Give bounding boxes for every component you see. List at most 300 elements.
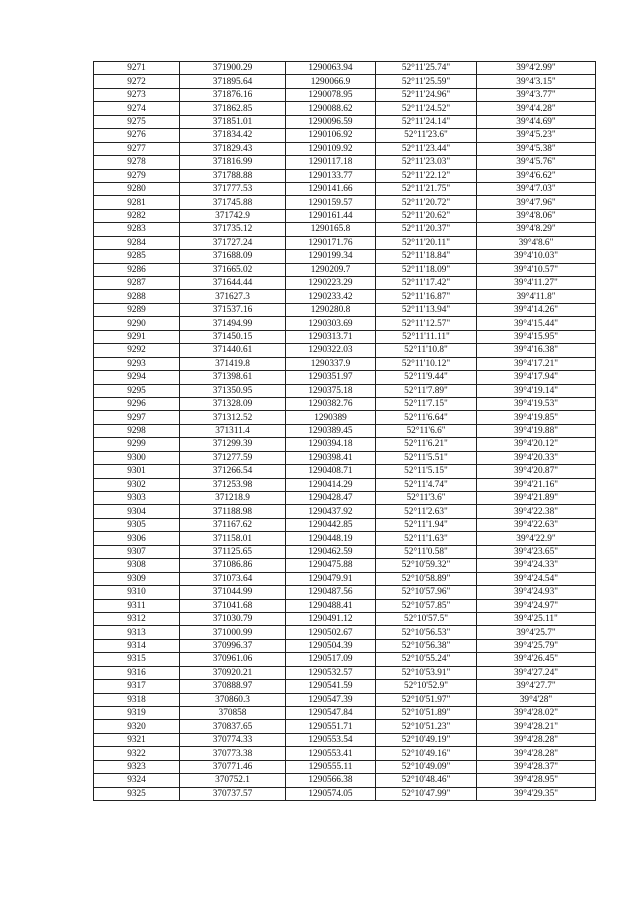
latitude-cell: 52°11'4.74" xyxy=(376,478,477,491)
longitude-cell: 39°4'14.26" xyxy=(477,303,596,316)
x-coordinate-cell: 371312.52 xyxy=(180,411,286,424)
point-number-cell: 9316 xyxy=(94,666,180,679)
point-number-cell: 9320 xyxy=(94,720,180,733)
point-number-cell: 9299 xyxy=(94,438,180,451)
x-coordinate-cell: 371167.62 xyxy=(180,518,286,531)
y-coordinate-cell: 1290165.8 xyxy=(286,223,376,236)
longitude-cell: 39°4'28.95" xyxy=(477,774,596,787)
point-number-cell: 9292 xyxy=(94,344,180,357)
table-row xyxy=(94,156,596,169)
point-number-cell: 9285 xyxy=(94,250,180,263)
table-row xyxy=(94,492,596,505)
table-row xyxy=(94,236,596,249)
latitude-cell: 52°11'24.14" xyxy=(376,115,477,128)
table-row xyxy=(94,612,596,625)
y-coordinate-cell: 1290398.41 xyxy=(286,451,376,464)
x-coordinate-cell: 371419.8 xyxy=(180,357,286,370)
x-coordinate-cell: 371266.54 xyxy=(180,465,286,478)
y-coordinate-cell: 1290437.92 xyxy=(286,505,376,518)
x-coordinate-cell: 371253.98 xyxy=(180,478,286,491)
point-number-cell: 9315 xyxy=(94,653,180,666)
latitude-cell: 52°10'51.89" xyxy=(376,707,477,720)
latitude-cell: 52°11'23.6" xyxy=(376,129,477,142)
latitude-cell: 52°11'18.84" xyxy=(376,250,477,263)
longitude-cell: 39°4'17.94" xyxy=(477,371,596,384)
table-row xyxy=(94,88,596,101)
latitude-cell: 52°11'17.42" xyxy=(376,277,477,290)
coordinates-table xyxy=(93,61,596,801)
point-number-cell: 9277 xyxy=(94,142,180,155)
longitude-cell: 39°4'24.33" xyxy=(477,559,596,572)
table-row xyxy=(94,357,596,370)
latitude-cell: 52°11'0.58" xyxy=(376,545,477,558)
y-coordinate-cell: 1290428.47 xyxy=(286,492,376,505)
table-row xyxy=(94,62,596,75)
longitude-cell: 39°4'21.16" xyxy=(477,478,596,491)
x-coordinate-cell: 371398.61 xyxy=(180,371,286,384)
y-coordinate-cell: 1290547.39 xyxy=(286,693,376,706)
latitude-cell: 52°11'20.11" xyxy=(376,236,477,249)
point-number-cell: 9307 xyxy=(94,545,180,558)
y-coordinate-cell: 1290223.29 xyxy=(286,277,376,290)
latitude-cell: 52°10'49.16" xyxy=(376,747,477,760)
x-coordinate-cell: 370996.37 xyxy=(180,639,286,652)
table-row xyxy=(94,639,596,652)
longitude-cell: 39°4'22.63" xyxy=(477,518,596,531)
y-coordinate-cell: 1290487.56 xyxy=(286,586,376,599)
y-coordinate-cell: 1290063.94 xyxy=(286,62,376,75)
y-coordinate-cell: 1290337.9 xyxy=(286,357,376,370)
latitude-cell: 52°11'21.75" xyxy=(376,182,477,195)
x-coordinate-cell: 371727.24 xyxy=(180,236,286,249)
y-coordinate-cell: 1290351.97 xyxy=(286,371,376,384)
y-coordinate-cell: 1290171.76 xyxy=(286,236,376,249)
table-row xyxy=(94,787,596,800)
longitude-cell: 39°4'11.27" xyxy=(477,277,596,290)
x-coordinate-cell: 371073.64 xyxy=(180,572,286,585)
x-coordinate-cell: 371277.59 xyxy=(180,451,286,464)
point-number-cell: 9295 xyxy=(94,384,180,397)
table-row xyxy=(94,397,596,410)
x-coordinate-cell: 371450.15 xyxy=(180,330,286,343)
x-coordinate-cell: 371494.99 xyxy=(180,317,286,330)
point-number-cell: 9321 xyxy=(94,733,180,746)
point-number-cell: 9308 xyxy=(94,559,180,572)
y-coordinate-cell: 1290161.44 xyxy=(286,209,376,222)
latitude-cell: 52°11'9.44" xyxy=(376,371,477,384)
latitude-cell: 52°11'20.72" xyxy=(376,196,477,209)
longitude-cell: 39°4'3.77" xyxy=(477,88,596,101)
point-number-cell: 9284 xyxy=(94,236,180,249)
latitude-cell: 52°11'25.59" xyxy=(376,75,477,88)
x-coordinate-cell: 370771.46 xyxy=(180,760,286,773)
y-coordinate-cell: 1290389 xyxy=(286,411,376,424)
table-row xyxy=(94,653,596,666)
table-row xyxy=(94,747,596,760)
y-coordinate-cell: 1290233.42 xyxy=(286,290,376,303)
longitude-cell: 39°4'27.24" xyxy=(477,666,596,679)
table-row xyxy=(94,424,596,437)
y-coordinate-cell: 1290532.57 xyxy=(286,666,376,679)
table-row xyxy=(94,411,596,424)
latitude-cell: 52°11'1.63" xyxy=(376,532,477,545)
x-coordinate-cell: 371876.16 xyxy=(180,88,286,101)
table-row xyxy=(94,666,596,679)
point-number-cell: 9297 xyxy=(94,411,180,424)
table-row xyxy=(94,693,596,706)
table-row xyxy=(94,720,596,733)
latitude-cell: 52°11'22.12" xyxy=(376,169,477,182)
longitude-cell: 39°4'20.87" xyxy=(477,465,596,478)
x-coordinate-cell: 371218.9 xyxy=(180,492,286,505)
latitude-cell: 52°11'24.52" xyxy=(376,102,477,115)
x-coordinate-cell: 371537.16 xyxy=(180,303,286,316)
table-row xyxy=(94,277,596,290)
longitude-cell: 39°4'5.38" xyxy=(477,142,596,155)
point-number-cell: 9313 xyxy=(94,626,180,639)
x-coordinate-cell: 370860.3 xyxy=(180,693,286,706)
x-coordinate-cell: 370737.57 xyxy=(180,787,286,800)
x-coordinate-cell: 370774.33 xyxy=(180,733,286,746)
table-row xyxy=(94,518,596,531)
point-number-cell: 9291 xyxy=(94,330,180,343)
y-coordinate-cell: 1290141.66 xyxy=(286,182,376,195)
x-coordinate-cell: 371000.99 xyxy=(180,626,286,639)
point-number-cell: 9305 xyxy=(94,518,180,531)
latitude-cell: 52°11'13.94" xyxy=(376,303,477,316)
longitude-cell: 39°4'28.37" xyxy=(477,760,596,773)
table-row xyxy=(94,478,596,491)
x-coordinate-cell: 371041.68 xyxy=(180,599,286,612)
y-coordinate-cell: 1290209.7 xyxy=(286,263,376,276)
table-row xyxy=(94,142,596,155)
longitude-cell: 39°4'8.29" xyxy=(477,223,596,236)
x-coordinate-cell: 371788.88 xyxy=(180,169,286,182)
point-number-cell: 9314 xyxy=(94,639,180,652)
table-row xyxy=(94,599,596,612)
y-coordinate-cell: 1290555.11 xyxy=(286,760,376,773)
table-row xyxy=(94,223,596,236)
table-row xyxy=(94,680,596,693)
latitude-cell: 52°10'55.24" xyxy=(376,653,477,666)
x-coordinate-cell: 370837.65 xyxy=(180,720,286,733)
latitude-cell: 52°10'56.53" xyxy=(376,626,477,639)
point-number-cell: 9303 xyxy=(94,492,180,505)
table-row xyxy=(94,532,596,545)
y-coordinate-cell: 1290106.92 xyxy=(286,129,376,142)
latitude-cell: 52°11'6.6" xyxy=(376,424,477,437)
longitude-cell: 39°4'8.6" xyxy=(477,236,596,249)
table-row xyxy=(94,438,596,451)
longitude-cell: 39°4'5.23" xyxy=(477,129,596,142)
latitude-cell: 52°11'10.12" xyxy=(376,357,477,370)
longitude-cell: 39°4'28.02" xyxy=(477,707,596,720)
latitude-cell: 52°11'20.62" xyxy=(376,209,477,222)
x-coordinate-cell: 371851.01 xyxy=(180,115,286,128)
x-coordinate-cell: 370961.06 xyxy=(180,653,286,666)
point-number-cell: 9323 xyxy=(94,760,180,773)
y-coordinate-cell: 1290504.39 xyxy=(286,639,376,652)
x-coordinate-cell: 371895.64 xyxy=(180,75,286,88)
latitude-cell: 52°10'58.89" xyxy=(376,572,477,585)
x-coordinate-cell: 371816.99 xyxy=(180,156,286,169)
table-row xyxy=(94,465,596,478)
point-number-cell: 9324 xyxy=(94,774,180,787)
longitude-cell: 39°4'27.7" xyxy=(477,680,596,693)
point-number-cell: 9282 xyxy=(94,209,180,222)
y-coordinate-cell: 1290553.41 xyxy=(286,747,376,760)
latitude-cell: 52°10'56.38" xyxy=(376,639,477,652)
latitude-cell: 52°11'24.96" xyxy=(376,88,477,101)
table-row xyxy=(94,75,596,88)
table-row xyxy=(94,129,596,142)
y-coordinate-cell: 1290551.71 xyxy=(286,720,376,733)
point-number-cell: 9293 xyxy=(94,357,180,370)
latitude-cell: 52°11'5.51" xyxy=(376,451,477,464)
latitude-cell: 52°10'57.5" xyxy=(376,612,477,625)
point-number-cell: 9319 xyxy=(94,707,180,720)
table-row xyxy=(94,451,596,464)
y-coordinate-cell: 1290394.18 xyxy=(286,438,376,451)
longitude-cell: 39°4'28.21" xyxy=(477,720,596,733)
point-number-cell: 9311 xyxy=(94,599,180,612)
x-coordinate-cell: 371030.79 xyxy=(180,612,286,625)
point-number-cell: 9300 xyxy=(94,451,180,464)
point-number-cell: 9288 xyxy=(94,290,180,303)
point-number-cell: 9296 xyxy=(94,397,180,410)
longitude-cell: 39°4'29.35" xyxy=(477,787,596,800)
longitude-cell: 39°4'22.9" xyxy=(477,532,596,545)
point-number-cell: 9287 xyxy=(94,277,180,290)
longitude-cell: 39°4'5.76" xyxy=(477,156,596,169)
y-coordinate-cell: 1290117.18 xyxy=(286,156,376,169)
longitude-cell: 39°4'21.89" xyxy=(477,492,596,505)
y-coordinate-cell: 1290389.45 xyxy=(286,424,376,437)
longitude-cell: 39°4'25.7" xyxy=(477,626,596,639)
point-number-cell: 9272 xyxy=(94,75,180,88)
longitude-cell: 39°4'20.33" xyxy=(477,451,596,464)
table-row xyxy=(94,586,596,599)
point-number-cell: 9312 xyxy=(94,612,180,625)
latitude-cell: 52°11'6.64" xyxy=(376,411,477,424)
point-number-cell: 9298 xyxy=(94,424,180,437)
latitude-cell: 52°10'48.46" xyxy=(376,774,477,787)
x-coordinate-cell: 371440.61 xyxy=(180,344,286,357)
point-number-cell: 9286 xyxy=(94,263,180,276)
x-coordinate-cell: 371834.42 xyxy=(180,129,286,142)
y-coordinate-cell: 1290541.59 xyxy=(286,680,376,693)
longitude-cell: 39°4'4.69" xyxy=(477,115,596,128)
table-row xyxy=(94,707,596,720)
longitude-cell: 39°4'19.14" xyxy=(477,384,596,397)
x-coordinate-cell: 371125.65 xyxy=(180,545,286,558)
latitude-cell: 52°11'16.87" xyxy=(376,290,477,303)
x-coordinate-cell: 371627.3 xyxy=(180,290,286,303)
latitude-cell: 52°11'5.15" xyxy=(376,465,477,478)
x-coordinate-cell: 371299.39 xyxy=(180,438,286,451)
y-coordinate-cell: 1290066.9 xyxy=(286,75,376,88)
point-number-cell: 9289 xyxy=(94,303,180,316)
x-coordinate-cell: 371900.29 xyxy=(180,62,286,75)
y-coordinate-cell: 1290553.54 xyxy=(286,733,376,746)
longitude-cell: 39°4'23.65" xyxy=(477,545,596,558)
point-number-cell: 9274 xyxy=(94,102,180,115)
y-coordinate-cell: 1290517.09 xyxy=(286,653,376,666)
table-row xyxy=(94,384,596,397)
longitude-cell: 39°4'17.21" xyxy=(477,357,596,370)
latitude-cell: 52°11'2.63" xyxy=(376,505,477,518)
table-row xyxy=(94,290,596,303)
table-row xyxy=(94,317,596,330)
x-coordinate-cell: 371688.09 xyxy=(180,250,286,263)
longitude-cell: 39°4'7.03" xyxy=(477,182,596,195)
x-coordinate-cell: 371644.44 xyxy=(180,277,286,290)
longitude-cell: 39°4'3.15" xyxy=(477,75,596,88)
point-number-cell: 9302 xyxy=(94,478,180,491)
x-coordinate-cell: 371777.53 xyxy=(180,182,286,195)
y-coordinate-cell: 1290442.85 xyxy=(286,518,376,531)
latitude-cell: 52°10'49.09" xyxy=(376,760,477,773)
y-coordinate-cell: 1290408.71 xyxy=(286,465,376,478)
x-coordinate-cell: 370752.1 xyxy=(180,774,286,787)
y-coordinate-cell: 1290574.05 xyxy=(286,787,376,800)
longitude-cell: 39°4'11.8" xyxy=(477,290,596,303)
longitude-cell: 39°4'25.79" xyxy=(477,639,596,652)
y-coordinate-cell: 1290502.67 xyxy=(286,626,376,639)
point-number-cell: 9322 xyxy=(94,747,180,760)
y-coordinate-cell: 1290462.59 xyxy=(286,545,376,558)
x-coordinate-cell: 371742.9 xyxy=(180,209,286,222)
point-number-cell: 9325 xyxy=(94,787,180,800)
longitude-cell: 39°4'24.54" xyxy=(477,572,596,585)
latitude-cell: 52°11'20.37" xyxy=(376,223,477,236)
longitude-cell: 39°4'8.06" xyxy=(477,209,596,222)
table-row xyxy=(94,209,596,222)
y-coordinate-cell: 1290475.88 xyxy=(286,559,376,572)
point-number-cell: 9290 xyxy=(94,317,180,330)
point-number-cell: 9283 xyxy=(94,223,180,236)
point-number-cell: 9276 xyxy=(94,129,180,142)
y-coordinate-cell: 1290096.59 xyxy=(286,115,376,128)
latitude-cell: 52°11'23.44" xyxy=(376,142,477,155)
table-row xyxy=(94,774,596,787)
latitude-cell: 52°11'18.09" xyxy=(376,263,477,276)
x-coordinate-cell: 370858 xyxy=(180,707,286,720)
y-coordinate-cell: 1290479.91 xyxy=(286,572,376,585)
y-coordinate-cell: 1290566.38 xyxy=(286,774,376,787)
x-coordinate-cell: 371665.02 xyxy=(180,263,286,276)
table-row xyxy=(94,760,596,773)
table-row xyxy=(94,344,596,357)
table-row xyxy=(94,505,596,518)
longitude-cell: 39°4'19.53" xyxy=(477,397,596,410)
point-number-cell: 9310 xyxy=(94,586,180,599)
table-row xyxy=(94,182,596,195)
x-coordinate-cell: 371862.85 xyxy=(180,102,286,115)
latitude-cell: 52°11'7.15" xyxy=(376,397,477,410)
latitude-cell: 52°11'11.11" xyxy=(376,330,477,343)
point-number-cell: 9278 xyxy=(94,156,180,169)
point-number-cell: 9318 xyxy=(94,693,180,706)
x-coordinate-cell: 371829.43 xyxy=(180,142,286,155)
table-row xyxy=(94,250,596,263)
latitude-cell: 52°10'52.9" xyxy=(376,680,477,693)
point-number-cell: 9273 xyxy=(94,88,180,101)
point-number-cell: 9294 xyxy=(94,371,180,384)
table-row xyxy=(94,330,596,343)
longitude-cell: 39°4'28.28" xyxy=(477,733,596,746)
y-coordinate-cell: 1290322.03 xyxy=(286,344,376,357)
x-coordinate-cell: 371735.12 xyxy=(180,223,286,236)
x-coordinate-cell: 371044.99 xyxy=(180,586,286,599)
x-coordinate-cell: 371350.95 xyxy=(180,384,286,397)
y-coordinate-cell: 1290159.57 xyxy=(286,196,376,209)
x-coordinate-cell: 370888.97 xyxy=(180,680,286,693)
table-row xyxy=(94,169,596,182)
longitude-cell: 39°4'24.97" xyxy=(477,599,596,612)
table-row xyxy=(94,371,596,384)
point-number-cell: 9317 xyxy=(94,680,180,693)
longitude-cell: 39°4'16.38" xyxy=(477,344,596,357)
longitude-cell: 39°4'15.44" xyxy=(477,317,596,330)
y-coordinate-cell: 1290448.19 xyxy=(286,532,376,545)
latitude-cell: 52°11'3.6" xyxy=(376,492,477,505)
x-coordinate-cell: 370920.21 xyxy=(180,666,286,679)
longitude-cell: 39°4'24.93" xyxy=(477,586,596,599)
latitude-cell: 52°11'23.03" xyxy=(376,156,477,169)
x-coordinate-cell: 371328.09 xyxy=(180,397,286,410)
table-row xyxy=(94,572,596,585)
table-row xyxy=(94,102,596,115)
y-coordinate-cell: 1290491.12 xyxy=(286,612,376,625)
latitude-cell: 52°10'57.96" xyxy=(376,586,477,599)
y-coordinate-cell: 1290414.29 xyxy=(286,478,376,491)
longitude-cell: 39°4'6.62" xyxy=(477,169,596,182)
y-coordinate-cell: 1290375.18 xyxy=(286,384,376,397)
longitude-cell: 39°4'4.28" xyxy=(477,102,596,115)
y-coordinate-cell: 1290488.41 xyxy=(286,599,376,612)
x-coordinate-cell: 371086.86 xyxy=(180,559,286,572)
point-number-cell: 9280 xyxy=(94,182,180,195)
latitude-cell: 52°10'47.99" xyxy=(376,787,477,800)
point-number-cell: 9304 xyxy=(94,505,180,518)
y-coordinate-cell: 1290303.69 xyxy=(286,317,376,330)
latitude-cell: 52°11'12.57" xyxy=(376,317,477,330)
table-row xyxy=(94,303,596,316)
latitude-cell: 52°10'49.19" xyxy=(376,733,477,746)
y-coordinate-cell: 1290078.95 xyxy=(286,88,376,101)
latitude-cell: 52°10'51.23" xyxy=(376,720,477,733)
point-number-cell: 9301 xyxy=(94,465,180,478)
x-coordinate-cell: 370773.38 xyxy=(180,747,286,760)
point-number-cell: 9281 xyxy=(94,196,180,209)
coordinates-table-body xyxy=(94,62,596,801)
point-number-cell: 9309 xyxy=(94,572,180,585)
table-row xyxy=(94,733,596,746)
latitude-cell: 52°11'25.74" xyxy=(376,62,477,75)
y-coordinate-cell: 1290109.92 xyxy=(286,142,376,155)
x-coordinate-cell: 371158.01 xyxy=(180,532,286,545)
y-coordinate-cell: 1290088.62 xyxy=(286,102,376,115)
table-row xyxy=(94,263,596,276)
longitude-cell: 39°4'10.57" xyxy=(477,263,596,276)
latitude-cell: 52°11'10.8" xyxy=(376,344,477,357)
y-coordinate-cell: 1290199.34 xyxy=(286,250,376,263)
longitude-cell: 39°4'2.99" xyxy=(477,62,596,75)
longitude-cell: 39°4'7.96" xyxy=(477,196,596,209)
longitude-cell: 39°4'28.28" xyxy=(477,747,596,760)
point-number-cell: 9306 xyxy=(94,532,180,545)
